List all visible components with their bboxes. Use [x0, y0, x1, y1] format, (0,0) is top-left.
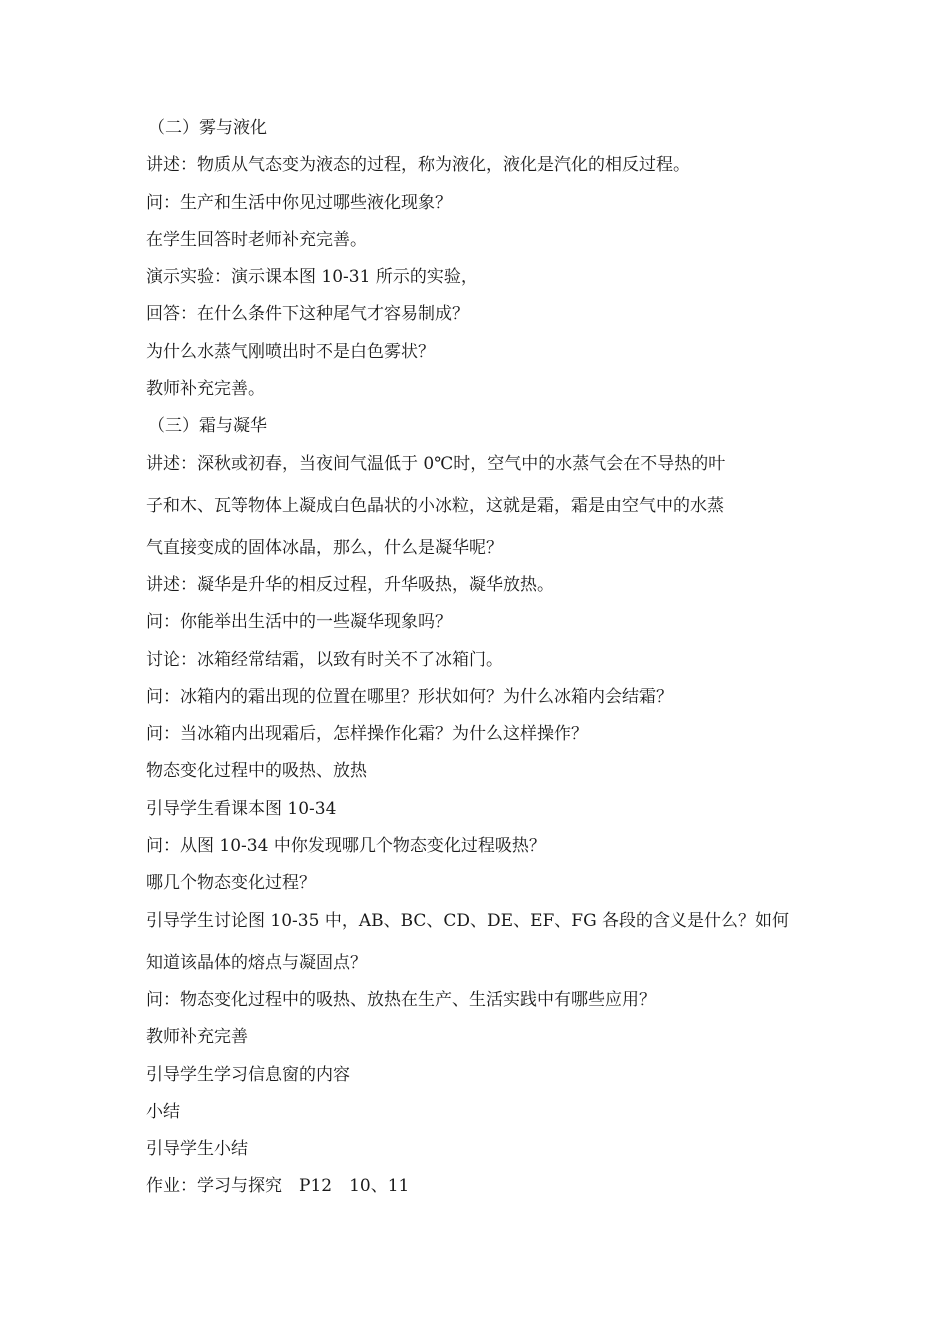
- text-line: 在学生回答时老师补充完善。: [146, 229, 367, 250]
- text-line: 讲述：物质从气态变为液态的过程，称为液化，液化是汽化的相反过程。: [146, 155, 690, 176]
- text-line: 问：冰箱内的霜出现的位置在哪里？形状如何？为什么冰箱内会结霜？: [146, 686, 673, 707]
- text-line: 讲述：深秋或初春，当夜间气温低于 0℃时，空气中的水蒸气会在不导热的叶: [146, 453, 726, 474]
- text-line: 教师补充完善: [146, 1027, 248, 1048]
- text-line: 问：当冰箱内出现霜后，怎样操作化霜？为什么这样操作？: [146, 724, 588, 745]
- section-heading-frost-deposition: （三）霜与凝华: [148, 416, 267, 437]
- text-line: 知道该晶体的熔点与凝固点？: [146, 952, 367, 973]
- text-line: 教师补充完善。: [146, 379, 265, 400]
- text-line: 物态变化过程中的吸热、放热: [146, 761, 367, 782]
- homework-line: 作业：学习与探究 P12 10、11: [146, 1176, 410, 1197]
- text-line: 为什么水蒸气刚喷出时不是白色雾状？: [146, 341, 435, 362]
- text-line: 引导学生小结: [146, 1139, 248, 1160]
- text-line: 演示实验：演示课本图 10-31 所示的实验，: [146, 267, 478, 288]
- text-line: 气直接变成的固体冰晶，那么，什么是凝华呢？: [146, 537, 503, 558]
- text-line: 问：生产和生活中你见过哪些液化现象？: [146, 192, 452, 213]
- text-line: 回答：在什么条件下这种尾气才容易制成？: [146, 304, 469, 325]
- text-line: 讨论：冰箱经常结霜，以致有时关不了冰箱门。: [146, 649, 503, 670]
- text-line: 引导学生看课本图 10-34: [146, 798, 337, 819]
- text-line: 问：从图 10-34 中你发现哪几个物态变化过程吸热？: [146, 836, 546, 857]
- text-line: 问：你能举出生活中的一些凝华现象吗？: [146, 612, 452, 633]
- text-line: 引导学生学习信息窗的内容: [146, 1064, 350, 1085]
- text-line: 哪几个物态变化过程？: [146, 873, 316, 894]
- text-line: 小结: [146, 1101, 180, 1122]
- text-line: 讲述：凝华是升华的相反过程，升华吸热，凝华放热。: [146, 574, 554, 595]
- section-heading-fog-liquefaction: （二）雾与液化: [148, 118, 267, 138]
- document-body: [146, 118, 826, 1214]
- text-line: 引导学生讨论图 10-35 中，AB、BC、CD、DE、EF、FG 各段的含义是什么？如何: [146, 910, 790, 931]
- text-line: 子和木、瓦等物体上凝成白色晶状的小冰粒，这就是霜，霜是由空气中的水蒸: [146, 495, 724, 516]
- text-line: 问：物态变化过程中的吸热、放热在生产、生活实践中有哪些应用？: [146, 989, 656, 1010]
